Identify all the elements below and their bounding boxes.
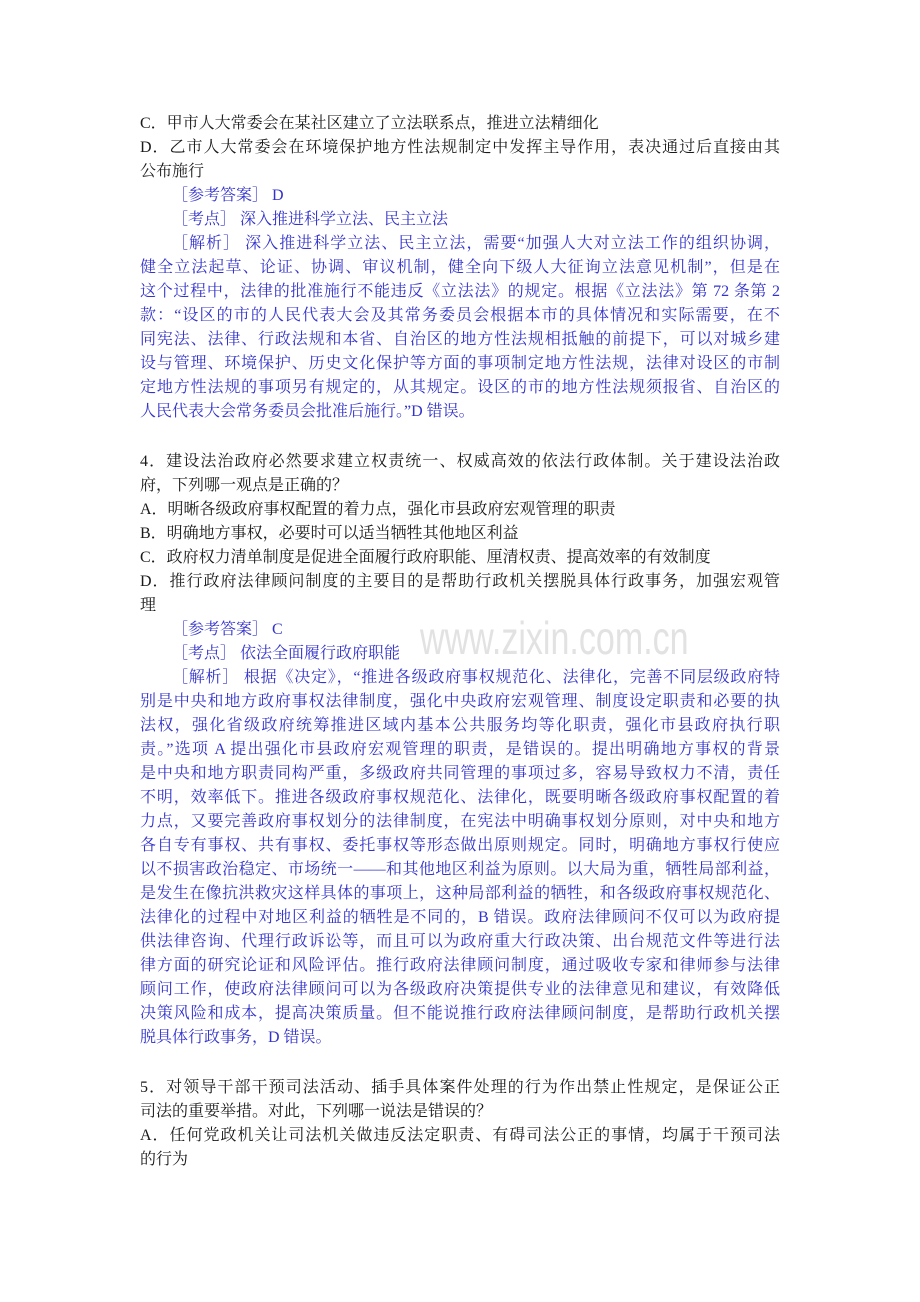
q4-answer bbox=[140, 618, 780, 642]
q4-topic bbox=[140, 642, 780, 666]
q4-analysis-line: 责。”选项 A 提出强化市县政府宏观管理的职责，是错误的。提出明确地方事权的背景 bbox=[140, 741, 780, 758]
q4-analysis-line: 决策风险和成本，提高决策质量。但不能说推行政府法律顾问制度，是帮助行政机关摆 bbox=[140, 1005, 780, 1022]
q4-option-b: B．明确地方事权，必要时可以适当牺牲其他地区利益 bbox=[140, 525, 519, 542]
q3-option-d-cont: 公布施行 bbox=[140, 163, 205, 180]
q4-option-d-cont: 理 bbox=[140, 597, 157, 614]
answer-value: D bbox=[272, 187, 284, 204]
topic-label: ［考点］ bbox=[172, 645, 237, 662]
q5-option-a: A．任何党政机关让司法机关做违反法定职责、有碍司法公正的事情，均属于干预司法 bbox=[140, 1127, 780, 1144]
paragraph-gap bbox=[140, 424, 780, 450]
q3-analysis-line: 同宪法、法律、行政法规和本省、自治区的地方性法规相抵触的前提下，可以对城乡建 bbox=[140, 331, 780, 348]
topic-value: 深入推进科学立法、民主立法 bbox=[240, 211, 449, 228]
analysis-label: ［解析］ bbox=[172, 235, 241, 252]
q4-option-c: C．政府权力清单制度是促进全面履行政府职能、厘清权责、提高效率的有效制度 bbox=[140, 549, 711, 566]
analysis-text: 根据《决定》，“推进各级政府事权规范化、法律化，完善不同层级政府特 bbox=[243, 669, 780, 686]
q4-stem-cont: 府，下列哪一观点是正确的？ bbox=[140, 477, 349, 494]
q4-analysis-line: 别是中央和地方政府事权法律制度，强化中央政府宏观管理、制度设定职责和必要的执 bbox=[140, 693, 780, 710]
q4-analysis-line: 不明，效率低下。推进各级政府事权规范化、法律化，既要明晰各级政府事权配置的着 bbox=[140, 789, 780, 806]
q5-stem: 5．对领导干部干预司法活动、插手具体案件处理的行为作出禁止性规定，是保证公正 bbox=[140, 1079, 780, 1096]
q4-option-a: A．明晰各级政府事权配置的着力点，强化市县政府宏观管理的职责 bbox=[140, 501, 616, 518]
paragraph-gap bbox=[140, 1050, 780, 1076]
answer-value: C bbox=[272, 621, 283, 638]
q4-stem: 4．建设法治政府必然要求建立权责统一、权威高效的依法行政体制。关于建设法治政 bbox=[140, 453, 780, 470]
q4-analysis-line: 顾问工作，使政府法律顾问可以为各级政府决策提供专业的法律意见和建议，有效降低 bbox=[140, 981, 780, 998]
q3-analysis-line: 设与管理、环境保护、历史文化保护等方面的事项制定地方性法规，法律对设区的市制 bbox=[140, 355, 780, 372]
q4-analysis-line: 力点，又要完善政府事权划分的法律制度，在宪法中明确事权划分原则，对中央和地方 bbox=[140, 813, 780, 830]
q3-analysis-line: 定地方性法规的事项另有规定的，从其规定。设区的市的地方性法规须报省、自治区的 bbox=[140, 379, 780, 396]
q4-analysis-line: 是中央和地方职责同构严重，多级政府共同管理的事项过多，容易导致权力不清，责任 bbox=[140, 765, 780, 782]
q4-analysis-line: 各自专有事权、共有事权、委托事权等形态做出原则规定。同时，明确地方事权行使应 bbox=[140, 837, 780, 854]
analysis-label: ［解析］ bbox=[172, 669, 240, 686]
q4-analysis-first-line bbox=[140, 666, 780, 690]
answer-label: ［参考答案］ bbox=[172, 187, 269, 204]
q4-analysis-line: 法律化的过程中对地区利益的牺牲是不同的，B 错误。政府法律顾问不仅可以为政府提 bbox=[140, 909, 780, 926]
q5-option-a-cont: 的行为 bbox=[140, 1151, 189, 1168]
answer-label: ［参考答案］ bbox=[172, 621, 269, 638]
watermark: www.zixin.com.cn bbox=[420, 612, 689, 664]
q4-option-d: D．推行政府法律顾问制度的主要目的是帮助行政机关摆脱具体行政事务，加强宏观管 bbox=[140, 573, 780, 590]
q4-analysis-line: 供法律咨询、代理行政诉讼等，而且可以为政府重大行政决策、出台规范文件等进行法 bbox=[140, 933, 780, 950]
analysis-text: 深入推进科学立法、民主立法，需要“加强人大对立法工作的组织协调， bbox=[245, 235, 780, 252]
topic-value: 依法全面履行政府职能 bbox=[240, 645, 401, 662]
q3-analysis-line: 这个过程中，法律的批准施行不能违反《立法法》的规定。根据《立法法》第 72 条第 2 bbox=[140, 283, 780, 300]
q4-analysis-line: 法权，强化省级政府统筹推进区域内基本公共服务均等化职责，强化市县政府执行职 bbox=[140, 717, 780, 734]
q3-option-d: D．乙市人大常委会在环境保护地方性法规制定中发挥主导作用，表决通过后直接由其 bbox=[140, 139, 780, 156]
q5-stem-cont: 司法的重要举措。对此，下列哪一说法是错误的？ bbox=[140, 1103, 493, 1120]
q4-analysis-line: 律方面的研究论证和风险评估。推行政府法律顾问制度，通过吸收专家和律师参与法律 bbox=[140, 957, 780, 974]
q4-analysis-last-line: 脱具体行政事务，D 错误。 bbox=[140, 1029, 332, 1046]
q3-analysis-line: 款：“设区的市的人民代表大会及其常务委员会根据本市的具体情况和实际需要，在不 bbox=[140, 307, 780, 324]
q4-analysis-line: 以不损害政治稳定、市场统一——和其他地区利益为原则。以大局为重，牺牲局部利益， bbox=[140, 861, 780, 878]
q4-analysis-line: 是发生在像抗洪救灾这样具体的事项上，这种局部利益的牺牲，和各级政府事权规范化、 bbox=[140, 885, 780, 902]
document-page bbox=[140, 112, 780, 1172]
q3-topic bbox=[140, 208, 780, 232]
topic-label: ［考点］ bbox=[172, 211, 237, 228]
q3-analysis-last-line: 人民代表大会常务委员会批准后施行。”D 错误。 bbox=[140, 403, 475, 420]
q3-analysis-first-line bbox=[140, 232, 780, 256]
q3-answer bbox=[140, 184, 780, 208]
q3-analysis-line: 健全立法起草、论证、协调、审议机制，健全向下级人大征询立法意见机制”，但是在 bbox=[140, 259, 780, 276]
q3-option-c: C．甲市人大常委会在某社区建立了立法联系点，推进立法精细化 bbox=[140, 115, 599, 132]
